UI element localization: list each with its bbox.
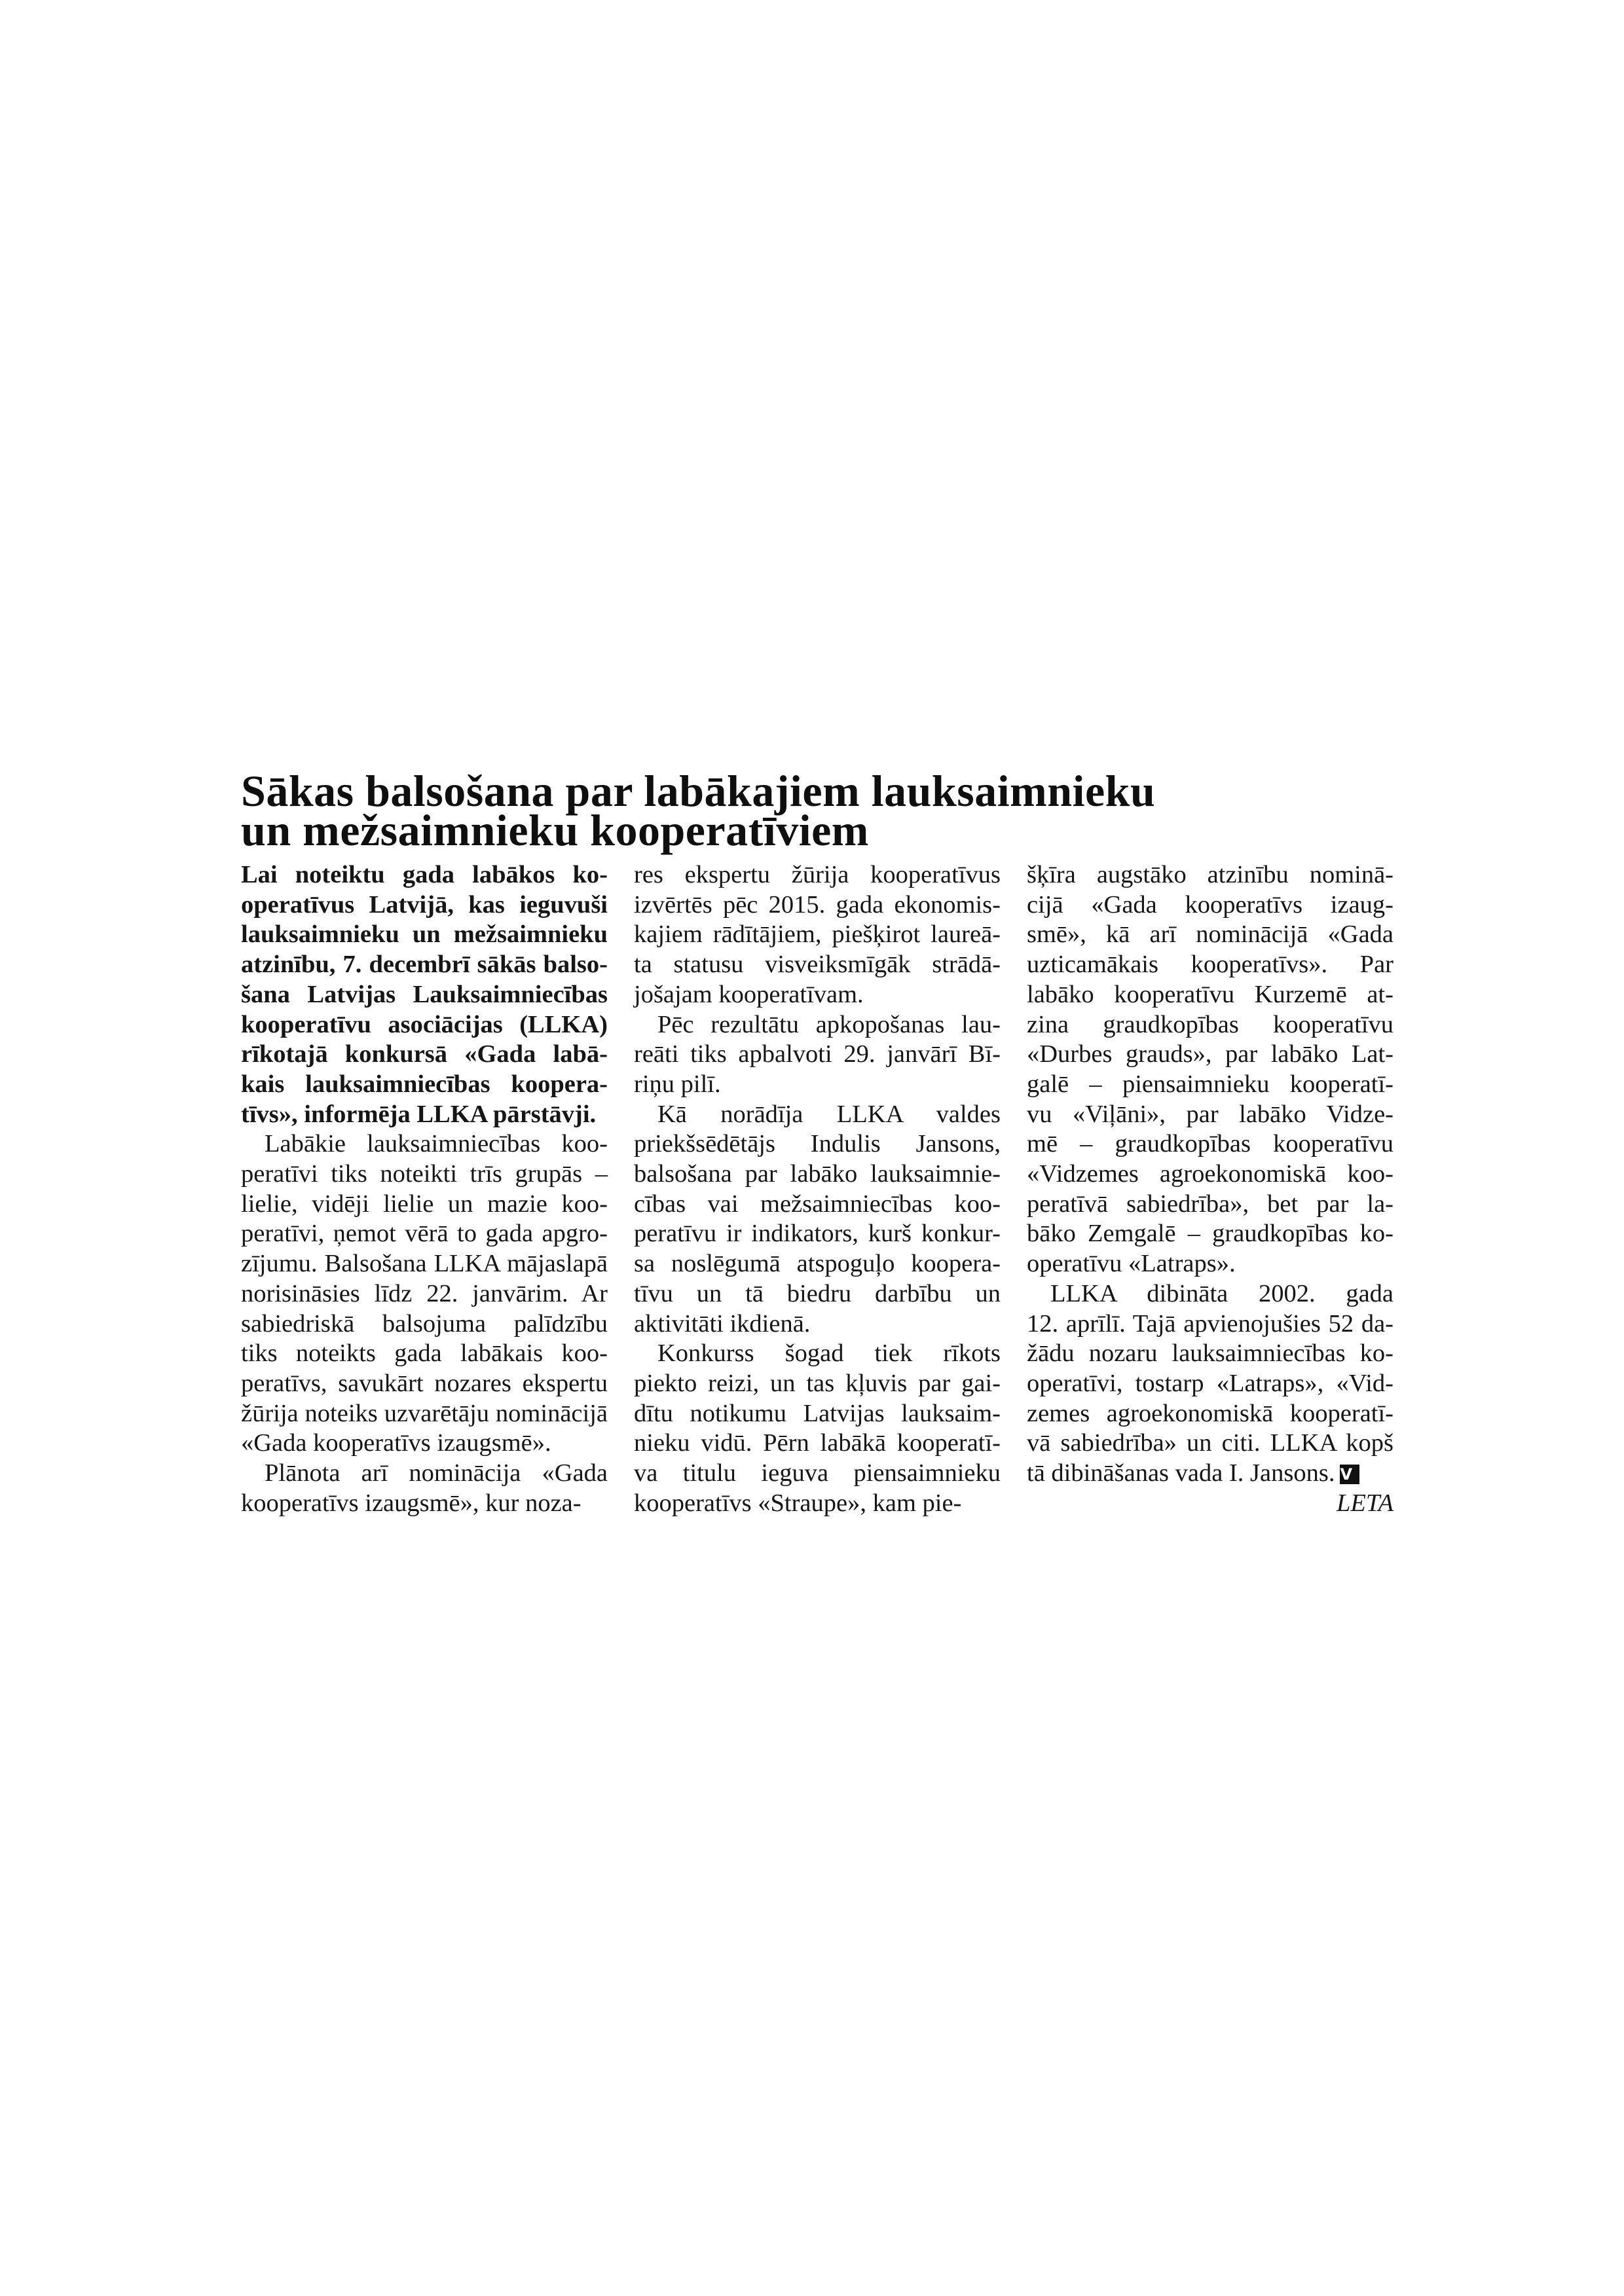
text-line: va titulu ieguva piensaimnieku xyxy=(634,1459,1001,1487)
article-columns xyxy=(241,860,1393,1515)
text-line: šana Latvijas Lauksaimniecības xyxy=(241,980,608,1008)
text-line: peratīvs, savukārt nozares ekspertu xyxy=(241,1369,608,1397)
text-line: lielie, vidēji lielie un mazie koo- xyxy=(241,1190,608,1218)
text-line: smē», kā arī nominācijā «Gada xyxy=(1027,920,1393,949)
article-column-3 xyxy=(1027,860,1393,1518)
text-line: lauksaimnieku un mežsaimnieku xyxy=(241,920,608,949)
text-line: peratīvu ir indikators, kurš konkur- xyxy=(634,1220,1001,1248)
text-line: jošajam kooperatīvam. xyxy=(634,980,864,1008)
text-line: kooperatīvs izaugsmē», kur noza- xyxy=(241,1489,581,1517)
text-line: zemes agroekonomiskā kooperatī- xyxy=(1027,1399,1393,1427)
text-line: kooperatīvu asociācijas (LLKA) xyxy=(241,1010,608,1038)
text-line: peratīvā sabiedrība», bet par la- xyxy=(1027,1190,1393,1218)
text-line: sabiedriskā balsojuma palīdzību xyxy=(241,1309,608,1338)
text-line: tiks noteikts gada labākais koo- xyxy=(241,1339,608,1368)
text-line: riņu pilī. xyxy=(634,1070,721,1098)
text-line: «Durbes grauds», par labāko Lat- xyxy=(1027,1040,1393,1068)
text-line: kais lauksaimniecības koopera- xyxy=(241,1070,608,1098)
text-line: vu «Viļāni», par labāko Vidze- xyxy=(1027,1100,1393,1128)
text-line: žūrija noteiks uzvarētāju nominācijā xyxy=(241,1399,608,1427)
body-paragraph xyxy=(1027,860,1393,1279)
text-line xyxy=(1027,1459,1393,1489)
text-line: peratīvi tiks noteikti trīs grupās – xyxy=(241,1160,608,1188)
text-line: Plānota arī nominācija «Gada xyxy=(265,1459,608,1487)
body-paragraph xyxy=(241,1459,608,1518)
text-line: uzticamākais kooperatīvs». Par xyxy=(1027,951,1393,979)
text-line: res ekspertu žūrija kooperatīvus xyxy=(634,861,1001,888)
headline-line-1: Sākas balsošana par labākajiem lauksaimnieku xyxy=(241,766,1156,816)
text-line: vā sabiedrība» un citi. LLKA kopš xyxy=(1027,1429,1393,1457)
text-line: kooperatīvs «Straupe», kam pie- xyxy=(634,1489,962,1517)
text-line: piekto reizi, un tas kļuvis par gai- xyxy=(634,1369,1001,1397)
text-line: aktivitāti ikdienā. xyxy=(634,1309,811,1338)
text-line: «Vidzemes agroekonomiskā koo- xyxy=(1027,1160,1393,1188)
lead-paragraph xyxy=(241,860,608,1129)
text-line: tīvs», informēja LLKA pārstāvji. xyxy=(241,1100,597,1128)
text-line: operatīvu «Latraps». xyxy=(1027,1250,1236,1278)
text-line: cijā «Gada kooperatīvs izaug- xyxy=(1027,890,1393,919)
text-line: galē – piensaimnieku kooperatī- xyxy=(1027,1070,1393,1098)
closing-text: tā dibināšanas vada I. Jansons. xyxy=(1027,1459,1335,1487)
text-line: izvērtēs pēc 2015. gada ekonomis- xyxy=(634,890,1001,919)
text-line: Lai noteiktu gada labākos ko- xyxy=(241,861,608,888)
text-line: rīkotajā konkursā «Gada labā- xyxy=(241,1040,608,1068)
text-line: nieku vidū. Pērn labākā kooperatī- xyxy=(634,1429,1001,1457)
text-line: zījumu. Balsošana LLKA mājaslapā xyxy=(241,1250,608,1278)
article xyxy=(241,766,1393,1517)
text-line: reāti tiks apbalvoti 29. janvārī Bī- xyxy=(634,1040,1001,1068)
text-line: norisināsies līdz 22. janvārim. Ar xyxy=(241,1279,608,1307)
source-credit: LETA xyxy=(1336,1489,1393,1517)
text-line: LLKA dibināta 2002. gada xyxy=(1050,1279,1393,1307)
body-paragraph xyxy=(634,1339,1001,1518)
body-paragraph xyxy=(634,860,1001,1010)
article-column-1 xyxy=(241,860,608,1518)
text-line: Pēc rezultātu apkopošanas lau- xyxy=(657,1010,1001,1038)
text-line: «Gada kooperatīvs izaugsmē». xyxy=(241,1429,551,1457)
text-line: peratīvi, ņemot vērā to gada apgro- xyxy=(241,1220,608,1248)
text-line: priekšsēdētājs Indulis Jansons, xyxy=(634,1130,1001,1158)
text-line: dītu notikumu Latvijas lauksaim- xyxy=(634,1399,1001,1427)
body-paragraph xyxy=(241,1129,608,1459)
text-line: atzinību, 7. decembrī sākās balso- xyxy=(241,951,608,979)
text-line: balsošana par labāko lauksaimnie- xyxy=(634,1160,1001,1188)
text-line: Labākie lauksaimniecības koo- xyxy=(265,1130,608,1158)
end-of-article-mark: V xyxy=(1340,1465,1359,1484)
text-line: mē – graudkopības kooperatīvu xyxy=(1027,1130,1393,1158)
text-line: Konkurss šogad tiek rīkots xyxy=(657,1339,1001,1368)
text-line: šķīra augstāko atzinību nominā- xyxy=(1027,861,1393,888)
text-line: zina graudkopības kooperatīvu xyxy=(1027,1010,1393,1038)
headline xyxy=(241,766,1393,855)
text-line: labāko kooperatīvu Kurzemē at- xyxy=(1027,980,1393,1008)
text-line: sa noslēgumā atspoguļo koopera- xyxy=(634,1250,1001,1278)
text-line: žādu nozaru lauksaimniecības ko- xyxy=(1027,1339,1393,1368)
text-line: operatīvus Latvijā, kas ieguvuši xyxy=(241,890,608,919)
text-line: kajiem rādītājiem, piešķirot laureā- xyxy=(634,920,1001,949)
text-line: Kā norādīja LLKA valdes xyxy=(657,1100,1001,1128)
body-paragraph xyxy=(634,1100,1001,1339)
headline-line-2: un mežsaimnieku kooperatīviem xyxy=(241,805,869,855)
body-paragraph xyxy=(634,1010,1001,1100)
text-line: 12. aprīlī. Tajā apvienojušies 52 da- xyxy=(1027,1309,1393,1338)
text-line: tīvu un tā biedru darbību un xyxy=(634,1279,1001,1307)
text-line: bāko Zemgalē – graudkopības ko- xyxy=(1027,1220,1393,1248)
article-column-2 xyxy=(634,860,1001,1518)
text-line: ta statusu visveiksmīgāk strādā- xyxy=(634,951,1001,979)
body-paragraph xyxy=(1027,1279,1393,1489)
text-line: cības vai mežsaimniecības koo- xyxy=(634,1190,1001,1218)
text-line: operatīvi, tostarp «Latraps», «Vid- xyxy=(1027,1369,1393,1397)
